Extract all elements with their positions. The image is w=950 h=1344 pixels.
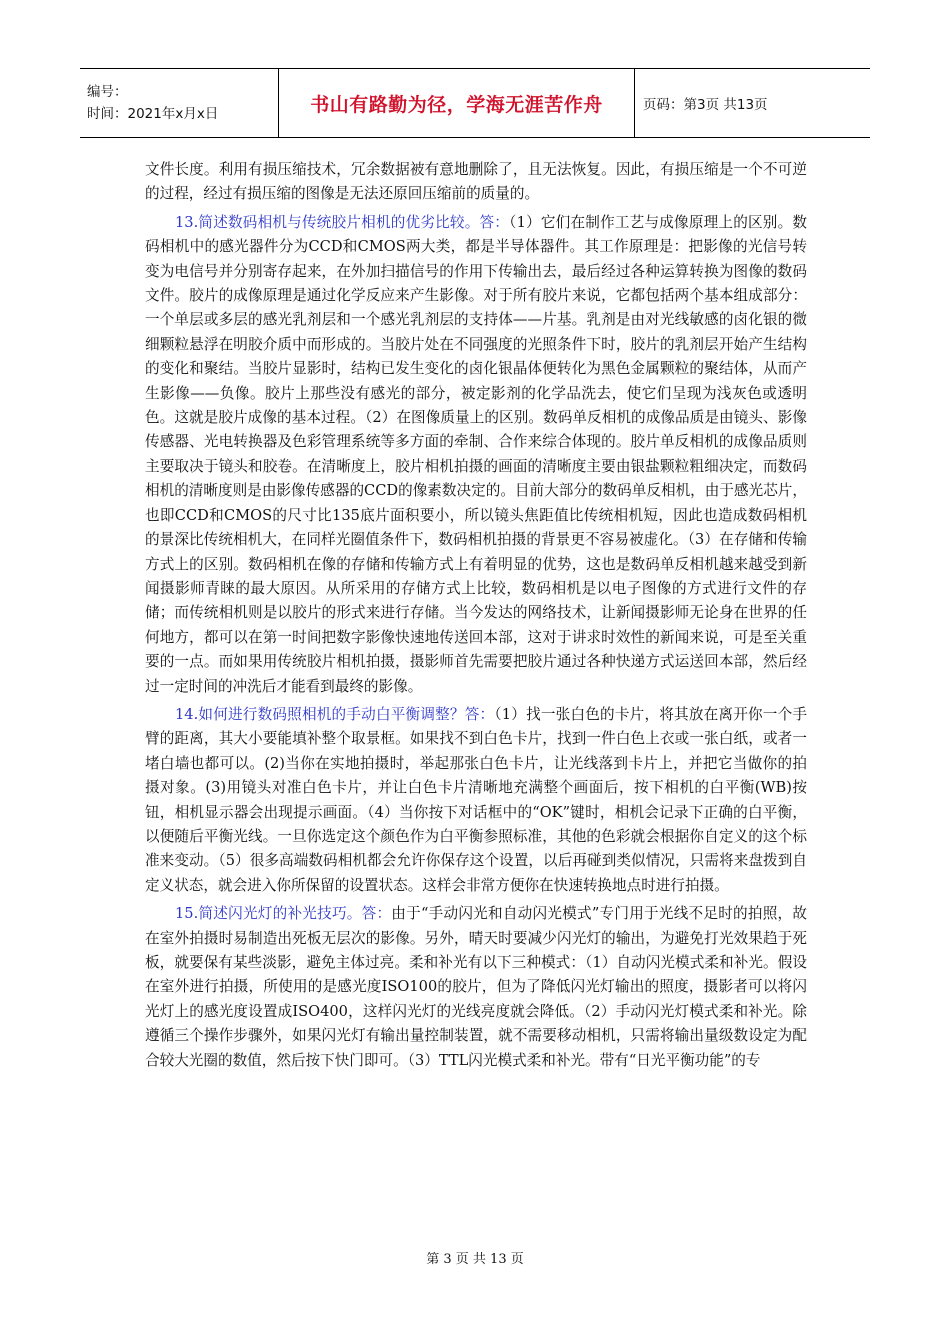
page-footer: 第 3 页 共 13 页: [426, 1252, 524, 1267]
document-date-label: 时间：2021年x月x日: [87, 106, 219, 122]
question-15-answer: 由于“手动闪光和自动闪光模式”专门用于光线不足时的拍照，故在室外拍摄时易制造出死板无层次的影像。另外，晴天时要减少闪光灯的输出，为避免打光效果趋于死板，就要保有某些淡影，避免主体过亮。柔和补光有以下三种模式：（1）自动闪光模式柔和补光。假设在室外进行拍摄，所使用的是感光度ISO100的胶片，但为了降低闪光灯输出的照度，摄影者可以将闪光灯上的感光度设置成ISO400，这样闪光灯的光线亮度就会降低。（2）手动闪光灯模式柔和补光。除遵循三个操作步骤外，如果闪光灯有输出量控制装置，就不需要移动相机，只需将输出量级数设定为配合较大光圈的数值，然后按下快门即可。（3）TTL闪光模式柔和补光。带有“日光平衡功能”的专: [145, 905, 807, 1069]
question-15-title: 15.简述闪光灯的补光技巧。答：: [175, 905, 392, 923]
question-14-answer: （1）找一张白色的卡片，将其放在离开你一个手臂的距离，其大小要能填补整个取景框。如果找不到白色卡片，找到一件白色上衣或一张白纸，或者一堵白墙也都可以。(2)当你在实地拍摄时，举起那张白色卡片，让光线落到卡片上，并把它当做你的拍摄对象。(3)用镜头对准白色卡片，并让白色卡片清晰地充满整个画面后，按下相机的白平衡(WB)按钮，相机显示器会出现提示画面。（4）当你按下对话框中的“OK”键时，相机会记录下正确的白平衡，以便随后平衡光线。一旦你选定这个颜色作为白平衡参照标准，其他的色彩就会根据你自定义的这个标准来变动。（5）很多高端数码相机都会允许你保存这个设置，以后再碰到类似情况，只需将来盘拨到自定义状态，就会进入你所保留的设置状态。这样会非常方便你在快速转换地点时进行拍摄。: [145, 705, 807, 894]
question-13-title: 13.简述数码相机与传统胶片相机的优劣比较。答：: [175, 213, 510, 231]
question-13-answer: （1）它们在制作工艺与成像原理上的区别。数码相机中的感光器件分为CCD和CMOS两大类，都是半导体器件。其工作原理是：把影像的光信号转变为电信号并分别寄存起来，在外加扫描信号的作用下传输出去，最后经过各种运算转换为图像的数码文件。胶片的成像原理是通过化学反应来产生影像。对于所有胶片来说，它都包括两个基本组成部分：一个单层或多层的感光乳剂层和一个感光乳剂层的支持体——片基。乳剂是由对光线敏感的卤化银的微细颗粒悬浮在明胶介质中而形成的。当胶片处在不同强度的光照条件下时，胶片的乳剂层开始产生结构的变化和聚结。当胶片显影时，结构已发生变化的卤化银晶体便转化为黑色金属颗粒的聚结体，从而产生影像——负像。胶片上那些没有感光的部分，被定影剂的化学品洗去，使它们呈现为浅灰色或透明色。这就是胶片成像的基本过程。（2）在图像质量上的区别。数码单反相机的成像品质是由镜头、影像传感器、光电转换器及色彩管理系统等多方面的牵制、合作来综合体现的。胶片单反相机的成像品质则主要取决于镜头和胶卷。在清晰度上，胶片相机拍摄的画面的清晰度主要由银盐颗粒粗细决定，而数码相机的清晰度则是由影像传感器的CCD的像素数决定的。目前大部分的数码单反相机，由于感光芯片，也即CCD和CMOS的尺寸比135底片面积要小，所以镜头焦距值比传统相机短，因此也造成数码相机的景深比传统相机大，在同样光圈值条件下，数码相机拍摄的背景更不容易被虚化。（3）在存储和传输方式上的区别。数码相机在像的存储和传输方式上有着明显的优势，这也是数码单反相机越来越受到新闻摄影师青睐的最大原因。从所采用的存储方式上比较，数码相机是以电子图像的方式进行文件的存储；而传统相机则是以胶片的形式来进行存储。当今发达的网络技术，让新闻摄影师无论身在世界的任何地方，都可以在第一时间把数字影像快速地传送回本部，这对于讲求时效性的新闻来说，可是至关重要的一点。而如果用传统胶片相机拍摄，摄影师首先需要把胶片通过各种快递方式运送回本部，然后经过一定时间的冲洗后才能看到最终的影像。: [145, 213, 807, 695]
header-meta: [80, 69, 278, 137]
question-14-paragraph: [145, 703, 807, 898]
continuation-paragraph: 文件长度。利用有损压缩技术，冗余数据被有意地删除了，且无法恢复。因此，有损压缩是一个不可逆的过程，经过有损压缩的图像是无法还原回压缩前的质量的。: [145, 161, 807, 203]
header-motto: 书山有路勤为径，学海无涯苦作舟: [278, 69, 635, 137]
header-page-number: 页码：第3页 共13页: [643, 97, 768, 113]
document-body: [145, 158, 807, 1077]
question-14-title: 14.如何进行数码照相机的手动白平衡调整？答：: [175, 705, 495, 723]
question-15-paragraph: [145, 902, 807, 1073]
document-header: [80, 68, 870, 138]
document-number-label: 编号：: [87, 84, 128, 100]
question-13-paragraph: [145, 211, 807, 699]
